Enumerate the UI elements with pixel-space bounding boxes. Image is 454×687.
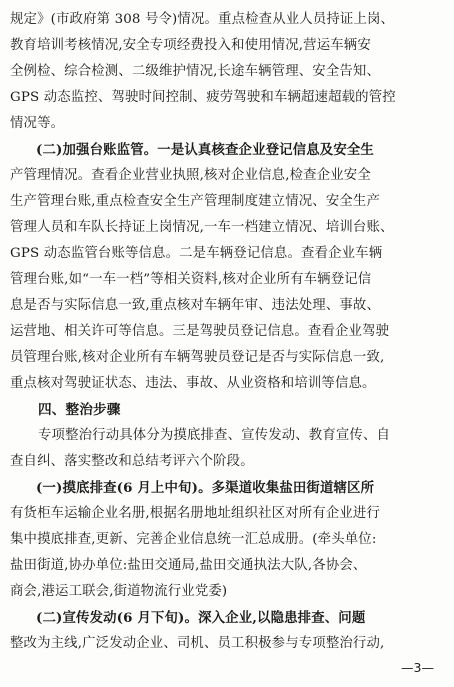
body-line: 查自纠、落实整改和总结考评六个阶段。 xyxy=(10,454,254,469)
section-subheading-line: (二)宣传发动(6 月下旬)。深入企业,以隐患排查、问题 xyxy=(36,610,366,626)
body-line: 息是否与实际信息一致,重点核对车辆年审、违法处理、事故、 xyxy=(10,298,381,313)
body-line: 管理台账,如“一车一档”等相关资料,核对企业所有车辆登记信 xyxy=(10,272,372,287)
body-line: 规定》(市政府第 308 号令)情况。重点检查从业人员持证上岗、 xyxy=(10,12,395,27)
body-line: 整改为主线,广泛发动企业、司机、员工积极参与专项整治行动, xyxy=(10,636,385,651)
body-line: 教育培训考核情况,安全专项经费投入和使用情况,营运车辆安 xyxy=(10,38,371,53)
body-line: GPS 动态监控、驾驶时间控制、疲劳驾驶和车辆超速超载的管控 xyxy=(10,90,396,105)
body-line: 集中摸底排查,更新、完善企业信息统一汇总成册。(牵头单位: xyxy=(10,532,377,547)
body-line: 管理人员和车队长持证上岗情况,一车一档建立情况、培训台账、 xyxy=(10,220,394,235)
body-line: 运营地、相关许可等信息。三是驾驶员登记信息。查看企业驾驶 xyxy=(10,324,390,339)
body-line: 生产管理台账,重点检查安全生产管理制度建立情况、安全生产 xyxy=(10,194,381,209)
body-line: 员管理台账,核对企业所有车辆驾驶员登记是否与实际信息一致, xyxy=(10,350,385,365)
page-number: —3— xyxy=(401,660,434,675)
section-subheading-line: (一)摸底排查(6 月上中旬)。多渠道收集盐田街道辖区所 xyxy=(36,480,375,496)
body-line: 产管理情况。查看企业营业执照,核对企业信息,检查企业安全 xyxy=(10,168,371,183)
body-line: 盐田街道,协办单位:盐田交通局,盐田交通执法大队,各协会、 xyxy=(10,558,367,573)
body-line: 情况等。 xyxy=(10,116,65,131)
section-heading: 四、整治步骤 xyxy=(38,402,121,418)
body-line: 商会,港运工联会,街道物流行业党委) xyxy=(10,584,228,599)
body-line: 专项整治行动具体分为摸底排查、宣传发动、教育宣传、自 xyxy=(38,428,391,443)
body-line: 重点核对驾驶证状态、违法、事故、从业资格和培训等信息。 xyxy=(10,376,376,391)
section-subheading-line: (二)加强台账监管。一是认真核查企业登记信息及安全生 xyxy=(36,142,374,158)
body-line: 有货柜车运输企业名册,根据名册地址组织社区对所有企业进行 xyxy=(10,506,381,521)
body-line: GPS 动态监管台账等信息。二是车辆登记信息。查看企业车辆 xyxy=(10,246,383,261)
body-line: 全例检、综合检测、二级维护情况,长途车辆管理、安全告知、 xyxy=(10,64,381,79)
